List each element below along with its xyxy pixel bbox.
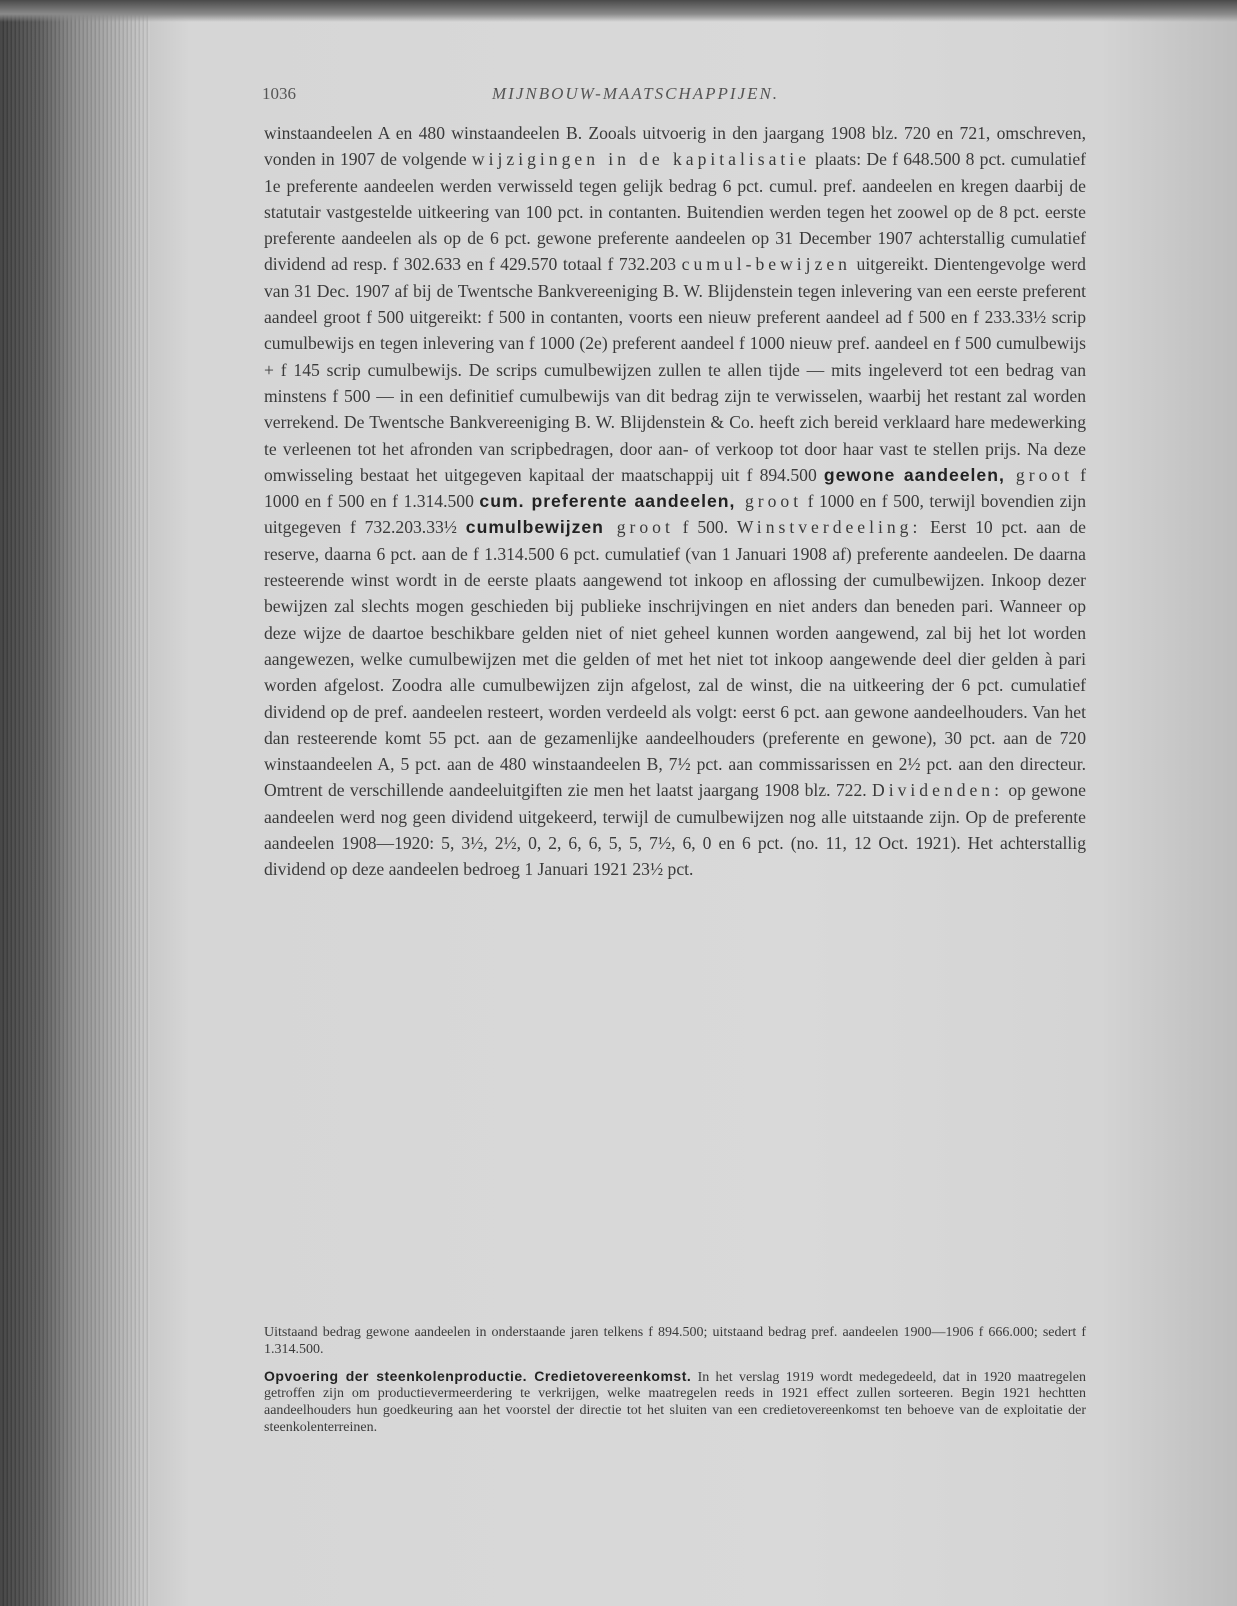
book-page-edges xyxy=(0,0,150,1606)
note-heading: Opvoering der steenkolenproductie. Credietovereenkomst. xyxy=(264,1367,692,1384)
spaced-text: cumul-bewijzen xyxy=(681,254,851,275)
text-run: f 1000 en f 500, terwijl bovendien zijn uitgegeven f 732.203.33½ xyxy=(264,491,1087,538)
top-shadow xyxy=(0,0,1237,22)
text-run: op gewone aandeelen werd nog geen dividend uitgekeerd, terwijl de cumulbewijzen nog alle uitstaande zijn. Op de preferente aandeelen 1908—1920: 5, 3½, 2½, 0, 2, 6, 6, 5, 5, 7½, 6, 0 en 6 pct. (no. 11, 12 Oct. 1921). Het achterstallig dividend op deze aandeelen bedroeg 1 Januari 1921 23½ pct. xyxy=(264,780,1086,880)
text-run: plaats: De f 648.500 8 pct. cumulatief 1e preferente aandeelen werden verwisseld tegen gelijk bedrag 6 pct. cumul. pref. aandeelen en kregen daarbij de statutair vastgestelde uitkeering van 100 pct. in contanten. Buitendien werden tegen het zoowel op de 8 pct. eerste preferente aandeelen als op de 6 pct. gewone preferente aandeelen op 31 December 1907 achterstallig cumulatief dividend ad resp. f 302.633 en f 429.570 totaal f 732.203 xyxy=(264,149,1086,275)
text-run: Eerst 10 pct. aan de reserve, daarna 6 pct. aan de f 1.314.500 6 pct. cumulatief (van 1 Januari 1908 af) preferente aandeelen. De daarna resteerende winst wordt in de eerste plaats aangewend tot inkoop en aflossing der cumulbewijzen. Inkoop dezer bewijzen zal slechts mogen geschieden bij publieke inschrijvingen en niet anders dan beneden pari. Wanneer op deze wijze de daartoe beschikbare gelden niet of niet geheel kunnen worden aangewend, zal bij het lot worden aangewezen, welke cumulbewijzen met die gelden of met het niet tot inkoop aangewende deel dier gelden à pari worden afgelost. Zoodra alle cumulbewijzen zijn afgelost, zal de winst, die na uitkeering der 6 pct. cumulatief dividend op de pref. aandeelen resteert, worden verdeeld als volgt: eerst 6 pct. aan gewone aandeelhouders. Van het dan resteerende komt 55 pct. aan de gezamenlijke aandeelhouders (preferente en gewone), 30 pct. aan de 720 winstaandeelen A, 5 pct. aan de 480 winstaandeelen B, 7½ pct. aan commissarissen en 2½ pct. aan den directeur. Omtrent de verschillende aandeeluitgiften zie men het laatst jaargang 1908 blz. 722. xyxy=(264,517,1086,801)
page-header xyxy=(262,84,1092,108)
text-run: uitgereikt. Dientengevolge werd van 31 Dec. 1907 af bij de Twentsche Bankvereeniging B. W. Blijdenstein tegen inlevering van een eerste preferent aandeel groot f 500 uitgereikt: f 500 in contanten, voorts een nieuw preferent aandeel ad f 500 en f 233.33½ scrip cumulbewijs en tegen inlevering van f 1000 (2e) preferent aandeel f 1000 nieuw pref. aandeel en f 500 cumulbewijs + f 145 scrip cumulbewijs. De scrips cumulbewijzen zullen te allen tijde — mits ingeleverd tot een bedrag van minstens f 500 — in een definitief cumulbewijs van dit bedrag zijn te verwisselen, waarbij het restant zal worden verrekend. De Twentsche Bankvereeniging B. W. Blijdenstein & Co. heeft zich bereid verklaard hare medewerking te verleenen tot het afronden van scripbedragen, door aan- of verkoop tot door haar vast te stellen prijs. Na deze omwisseling bestaat het uitgegeven kapitaal der maatschappij uit f 894.500 xyxy=(264,254,1086,485)
body-text xyxy=(264,120,1086,883)
spaced-text: groot xyxy=(735,491,803,512)
bold-heading: cumulbewijzen xyxy=(465,517,604,538)
text-run: winstaandeelen A en 480 winstaandeelen B. Zooals uitvoerig in den jaargang 1908 blz. 720 en 721, omschreven, vonden in 1907 de volgende xyxy=(264,123,1086,170)
note-outstanding: Uitstaand bedrag gewone aandeelen in onderstaande jaren telkens f 894.500; uitstaand bedrag pref. aandeelen 1900—1906 f 666.000; sedert f 1.314.500. xyxy=(264,1325,1086,1357)
spaced-text: groot xyxy=(603,517,674,538)
text-run: f 1000 en f 500 en f 1.314.500 xyxy=(264,464,1086,512)
text-run: f 500. xyxy=(673,517,737,538)
bold-heading: gewone aandeelen, xyxy=(823,464,1005,485)
note-production xyxy=(264,1368,1086,1437)
spaced-text: Winstverdeeling: xyxy=(736,517,922,538)
spaced-text: Dividenden: xyxy=(872,780,1003,801)
note-text: In het verslag 1919 wordt medegedeeld, dat in 1920 maatregelen getroffen zijn om productievermeerdering te verkrijgen, welke maatregelen reeds in 1921 effect zullen sorteeren. Begin 1921 hechtten aandeelhouders hun goedkeuring aan het voorstel der directie tot het sluiten van een credietovereenkomst ten behoeve van de exploitatie der steenkolenterreinen. xyxy=(264,1369,1086,1435)
main-paragraph xyxy=(264,120,1086,883)
running-head: MIJNBOUW-MAATSCHAPPIJEN. xyxy=(492,84,780,103)
spaced-text: wijzigingen in de kapitalisatie xyxy=(471,149,810,170)
footnotes xyxy=(264,1325,1086,1446)
page-number: 1036 xyxy=(262,84,296,103)
spaced-text: groot xyxy=(1004,464,1074,485)
bold-heading: cum. preferente aandeelen, xyxy=(479,491,736,512)
